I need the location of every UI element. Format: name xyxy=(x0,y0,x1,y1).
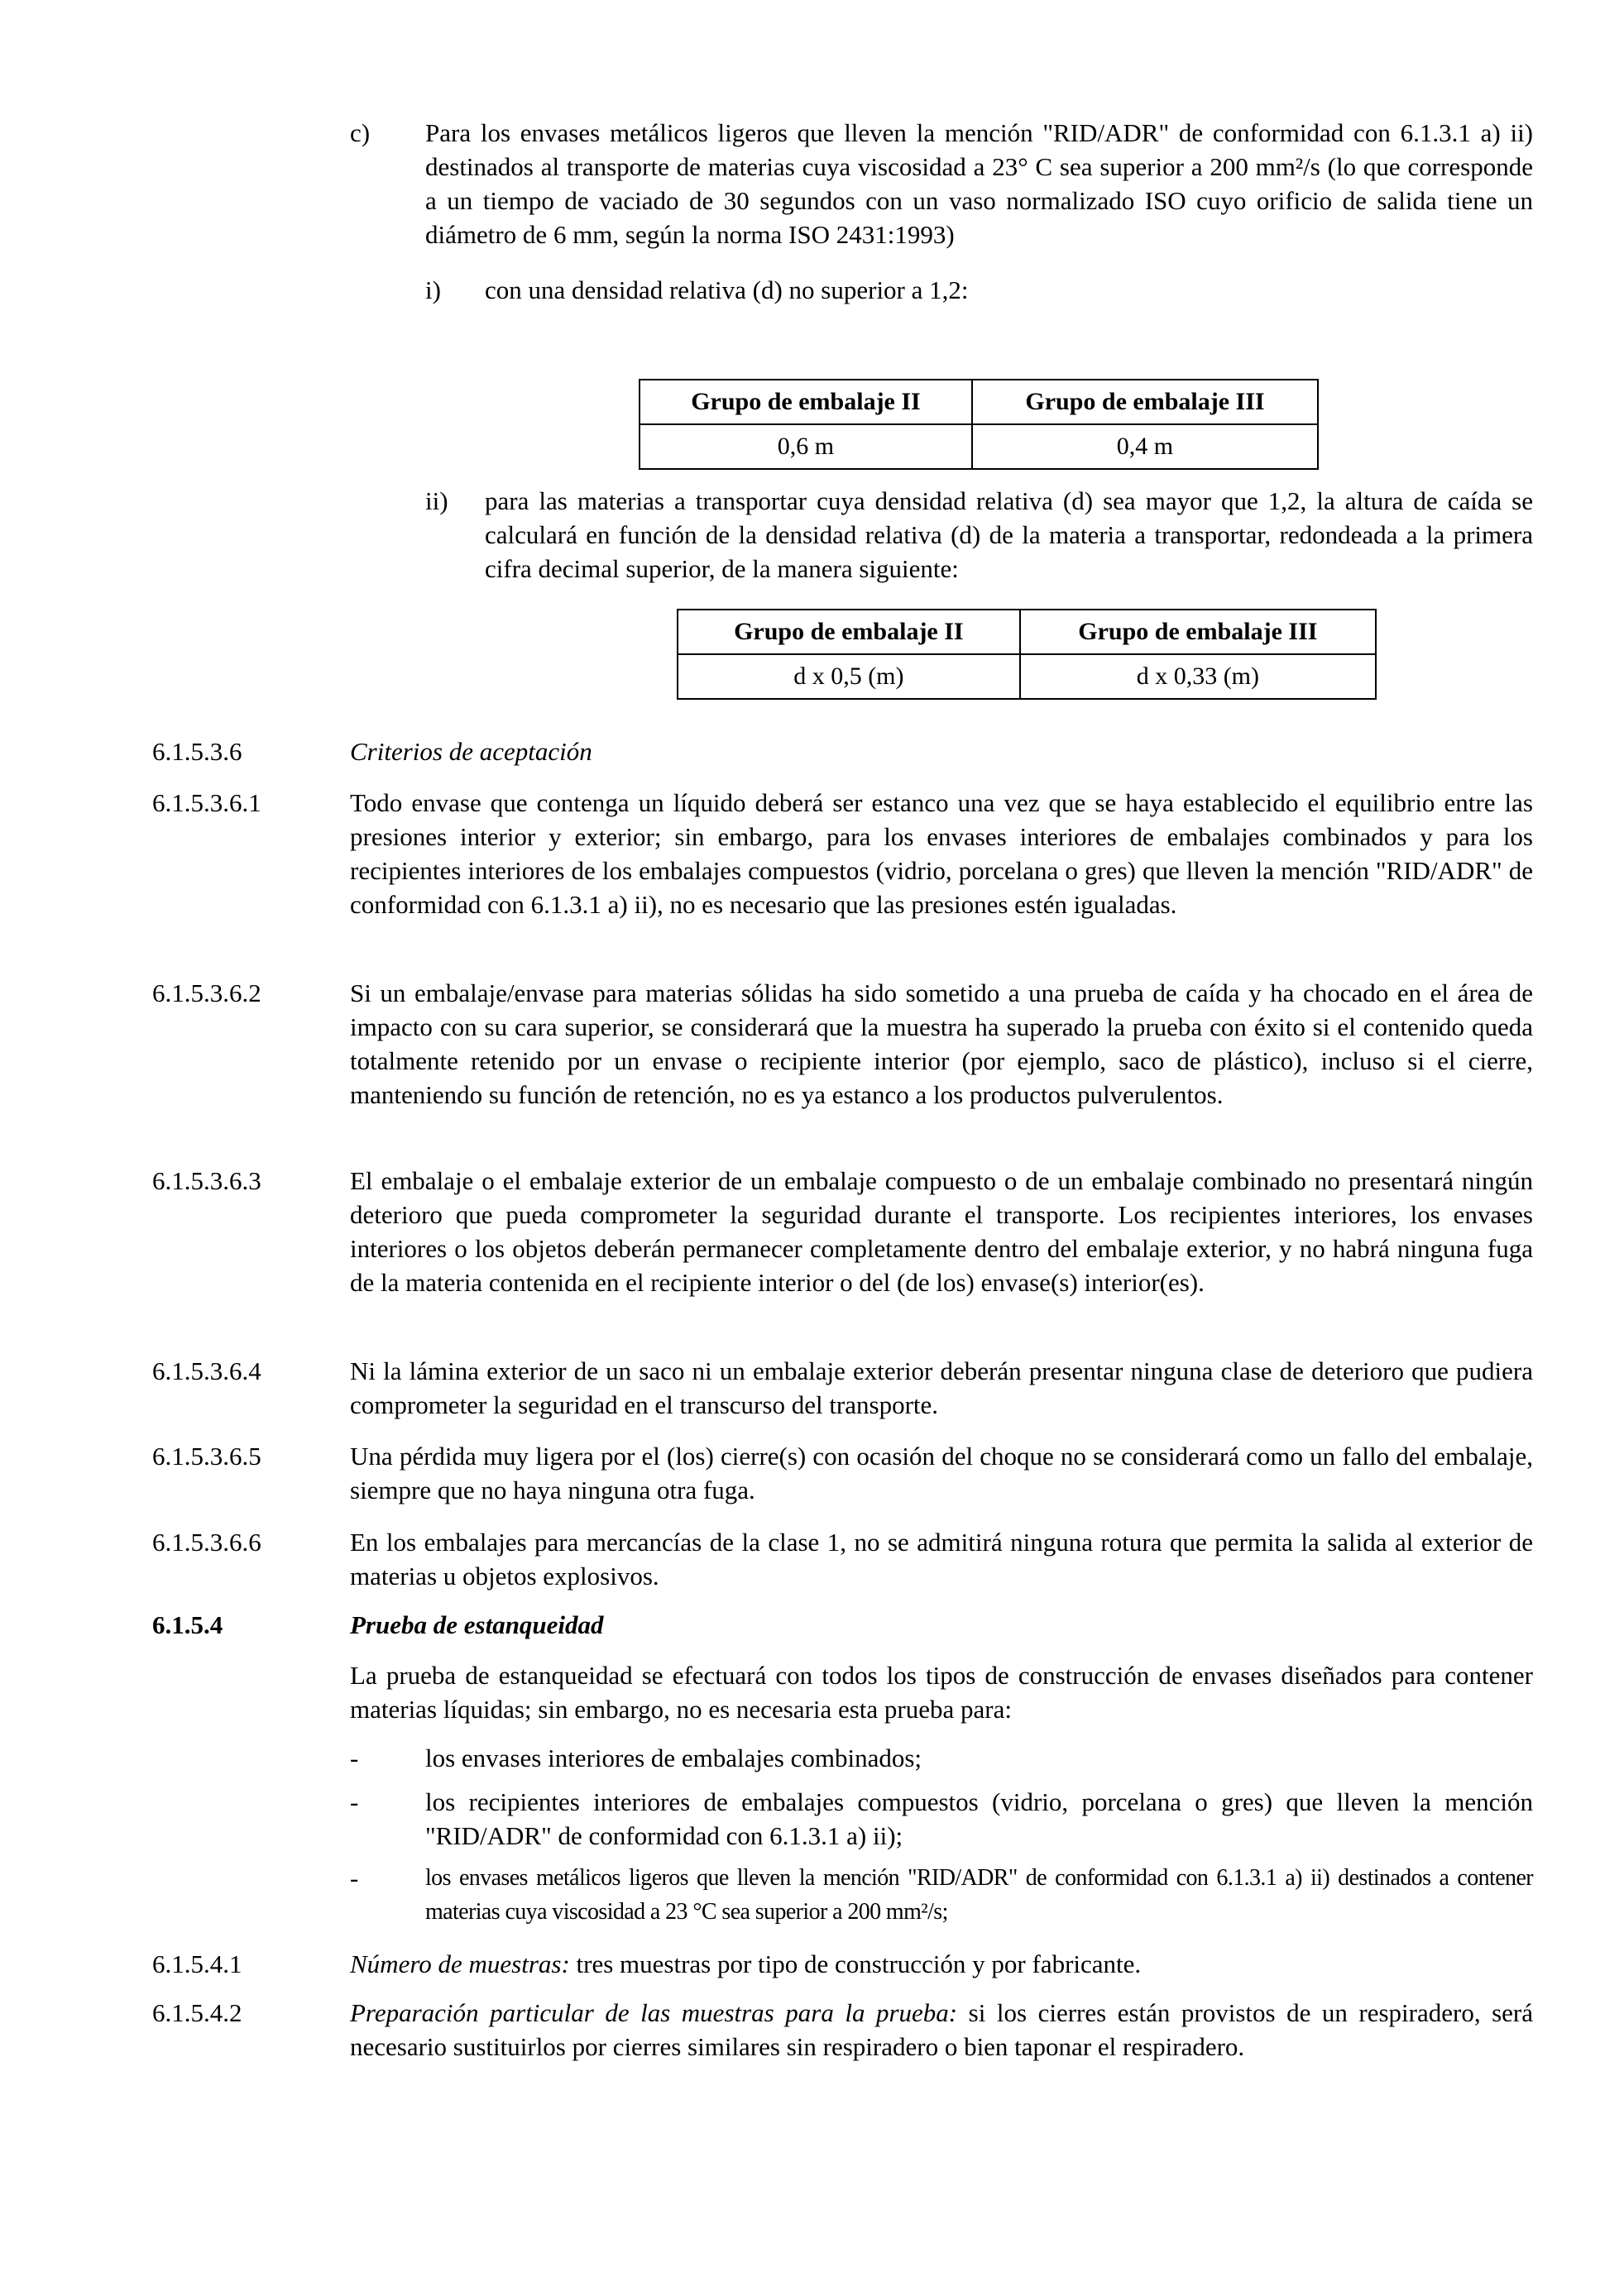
table2-header-pg3: Grupo de embalaje III xyxy=(1020,610,1376,654)
section-text: Una pérdida muy ligera por el (los) cierre(s) con ocasión del choque no se considerará como un fallo del embalaje, siempre que no haya ninguna otra fuga. xyxy=(350,1442,1533,1504)
drop-height-table-1 xyxy=(639,379,1319,470)
section-number: 6.1.5.3.6.3 xyxy=(152,1166,261,1195)
section-number: 6.1.5.3.6.2 xyxy=(152,978,261,1007)
section-title: Número de muestras: xyxy=(350,1949,570,1978)
drop-height-table-2 xyxy=(677,609,1377,700)
section-title: Prueba de estanqueidad xyxy=(350,1610,604,1639)
section-text: Si un embalaje/envase para materias sólidas ha sido sometido a una prueba de caída y ha chocado en el área de impacto con su cara superior, se considerará que la muestra ha superado la prueba con éxito si el contenido queda totalmente retenido por un envase o recipiente interior (por ejemplo, saco de plástico), incluso si el cierre, manteniendo su función de retención, no es ya estanco a los productos pulverulentos. xyxy=(350,978,1533,1109)
table1-value-pg3: 0,4 m xyxy=(972,424,1318,469)
section-number: 6.1.5.3.6.5 xyxy=(152,1442,261,1471)
list-item: los recipientes interiores de embalajes compuestos (vidrio, porcelana o gres) que lleven la mención "RID/ADR" de conformidad con 6.1.3.1 a) ii); xyxy=(425,1787,1533,1850)
list-bullet: - xyxy=(350,1863,359,1892)
section-number: 6.1.5.3.6.1 xyxy=(152,788,261,817)
section-number: 6.1.5.4.1 xyxy=(152,1949,242,1978)
table1-header-pg3: Grupo de embalaje III xyxy=(972,380,1318,424)
item-c-marker: c) xyxy=(350,118,371,147)
table2-value-pg2: d x 0,5 (m) xyxy=(678,654,1020,699)
sub-ii-marker: ii) xyxy=(425,486,448,515)
section-text xyxy=(350,1947,1533,1981)
section-body: tres muestras por tipo de construcción y por fabricante. xyxy=(576,1949,1142,1978)
item-c-text: Para los envases metálicos ligeros que lleven la mención "RID/ADR" de conformidad con 6.1.3.1 a) ii) destinados al transporte de materias cuya viscosidad a 23° C sea superior a 200 mm²/s (lo que corresponde a un tiempo de vaciado de 30 segundos con un vaso normalizado ISO cuyo orificio de salida tiene un diámetro de 6 mm, según la norma ISO 2431:1993) xyxy=(425,118,1533,249)
section-text xyxy=(350,1996,1533,2064)
section-text: Ni la lámina exterior de un saco ni un embalaje exterior deberán presentar ninguna clase de deterioro que pudiera comprometer la seguridad en el transcurso del transporte. xyxy=(350,1356,1533,1419)
table2-value-pg3: d x 0,33 (m) xyxy=(1020,654,1376,699)
list-bullet: - xyxy=(350,1744,359,1772)
table1-header-pg2: Grupo de embalaje II xyxy=(640,380,972,424)
section-title: Preparación particular de las muestras para la prueba: xyxy=(350,1998,958,2027)
sub-i-text: con una densidad relativa (d) no superior a 1,2: xyxy=(485,275,969,304)
section-number: 6.1.5.4 xyxy=(152,1610,223,1639)
section-text: El embalaje o el embalaje exterior de un embalaje compuesto o de un embalaje combinado no presentará ningún deterioro que pueda comprometer la seguridad durante el transporte. Los recipientes interiores, los envases interiores o los objetos deberán permanecer completamente dentro del embalaje exterior, y no habrá ninguna fuga de la materia contenida en el recipiente interior o del (de los) envase(s) interior(es). xyxy=(350,1166,1533,1297)
table2-header-pg2: Grupo de embalaje II xyxy=(678,610,1020,654)
table1-value-pg2: 0,6 m xyxy=(640,424,972,469)
section-number: 6.1.5.3.6.6 xyxy=(152,1528,261,1557)
list-bullet: - xyxy=(350,1787,359,1816)
section-text: Todo envase que contenga un líquido deberá ser estanco una vez que se haya establecido el equilibrio entre las presiones interior y exterior; sin embargo, para los envases interiores de embalajes combinados y para los recipientes interiores de los embalajes compuestos (vidrio, porcelana o gres) que lleven la mención "RID/ADR" de conformidad con 6.1.3.1 a) ii), no es necesario que las presiones estén igualadas. xyxy=(350,788,1533,919)
section-number: 6.1.5.3.6 xyxy=(152,737,242,766)
sub-i-marker: i) xyxy=(425,275,441,304)
list-item: los envases metálicos ligeros que lleven la mención "RID/ADR" de conformidad con 6.1.3.1 a) ii) destinados a contener materias cuya viscosidad a 23 °C sea superior a 200 mm²/s; xyxy=(425,1865,1533,1925)
section-number: 6.1.5.3.6.4 xyxy=(152,1356,261,1385)
section-text: La prueba de estanqueidad se efectuará con todos los tipos de construcción de envases diseñados para contener materias líquidas; sin embargo, no es necesaria esta prueba para: xyxy=(350,1661,1533,1724)
section-title: Criterios de aceptación xyxy=(350,737,592,766)
sub-ii-text: para las materias a transportar cuya densidad relativa (d) sea mayor que 1,2, la altura de caída se calculará en función de la densidad relativa (d) de la materia a transportar, redondeada a la primera cifra decimal superior, de la manera siguiente: xyxy=(485,486,1533,583)
list-item: los envases interiores de embalajes combinados; xyxy=(425,1744,922,1772)
section-text: En los embalajes para mercancías de la clase 1, no se admitirá ninguna rotura que permita la salida al exterior de materias u objetos explosivos. xyxy=(350,1528,1533,1590)
section-body: si los cierres están provistos de un respiradero, será necesario sustituirlos por cierres similares sin respiradero o bien taponar el respiradero. xyxy=(350,1998,1534,2061)
section-number: 6.1.5.4.2 xyxy=(152,1998,242,2027)
